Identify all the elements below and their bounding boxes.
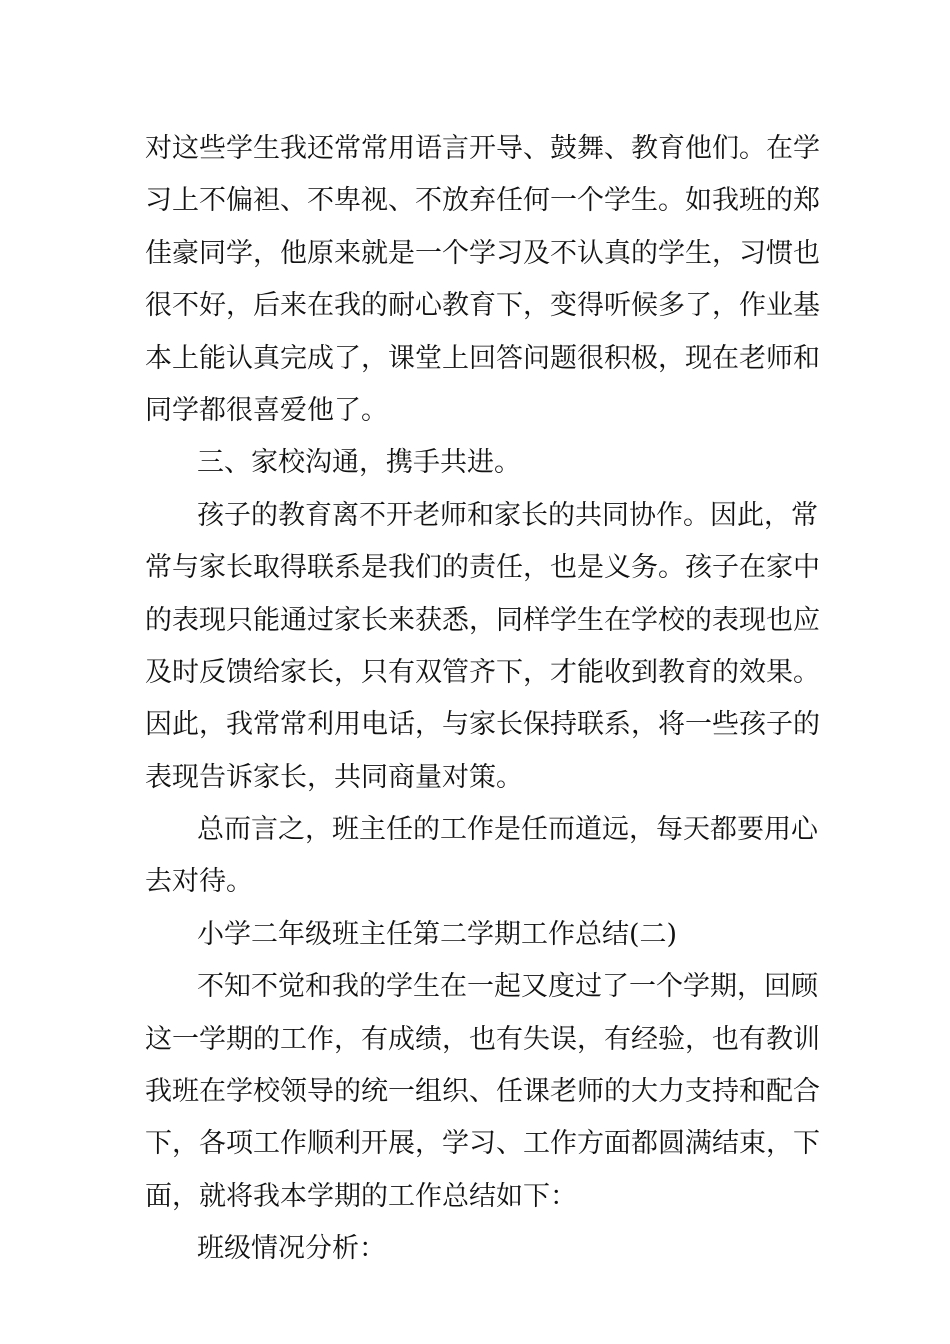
text-line-19: 我班在学校领导的统一组织、任课老师的大力支持和配合 <box>145 1076 820 1108</box>
text-line-15: 去对待。 <box>145 866 253 898</box>
text-line-12: 因此，我常常利用电话，与家长保持联系，将一些孩子的 <box>145 709 820 741</box>
text-line-17: 不知不觉和我的学生在一起又度过了一个学期，回顾 <box>197 971 818 1003</box>
text-line-9: 常与家长取得联系是我们的责任，也是义务。孩子在家中 <box>145 552 820 584</box>
text-line-1: 对这些学生我还常常用语言开导、鼓舞、教育他们。在学 <box>145 133 820 164</box>
text-line-6: 同学都很喜爱他了。 <box>145 394 388 426</box>
text-line-21: 面，就将我本学期的工作总结如下： <box>145 1180 577 1212</box>
text-line-3: 佳豪同学，他原来就是一个学习及不认真的学生，习惯也 <box>145 237 820 269</box>
text-line-13: 表现告诉家长，共同商量对策。 <box>145 761 523 793</box>
text-line-10: 的表现只能通过家长来获悉，同样学生在学校的表现也应 <box>145 604 820 636</box>
text-line-14: 总而言之，班主任的工作是任而道远，每天都要用心 <box>197 814 818 846</box>
section-heading-home-school: 三、家校沟通，携手共进。 <box>197 447 521 479</box>
text-line-2: 习上不偏袒、不卑视、不放弃任何一个学生。如我班的郑 <box>145 185 820 217</box>
text-line-4: 很不好，后来在我的耐心教育下，变得听候多了，作业基 <box>145 290 820 322</box>
text-line-20: 下，各项工作顺利开展，学习、工作方面都圆满结束，下 <box>145 1128 820 1160</box>
text-line-11: 及时反馈给家长，只有双管齐下，才能收到教育的效果。 <box>145 656 820 688</box>
section-heading-class-analysis: 班级情况分析： <box>197 1233 386 1265</box>
document-title-part-two: 小学二年级班主任第二学期工作总结(二) <box>197 918 678 950</box>
text-line-18: 这一学期的工作，有成绩，也有失误，有经验，也有教训 <box>145 1023 820 1055</box>
document-body <box>145 123 820 1276</box>
text-line-5: 本上能认真完成了，课堂上回答问题很积极，现在老师和 <box>145 342 820 374</box>
text-line-8: 孩子的教育离不开老师和家长的共同协作。因此，常 <box>197 499 818 531</box>
